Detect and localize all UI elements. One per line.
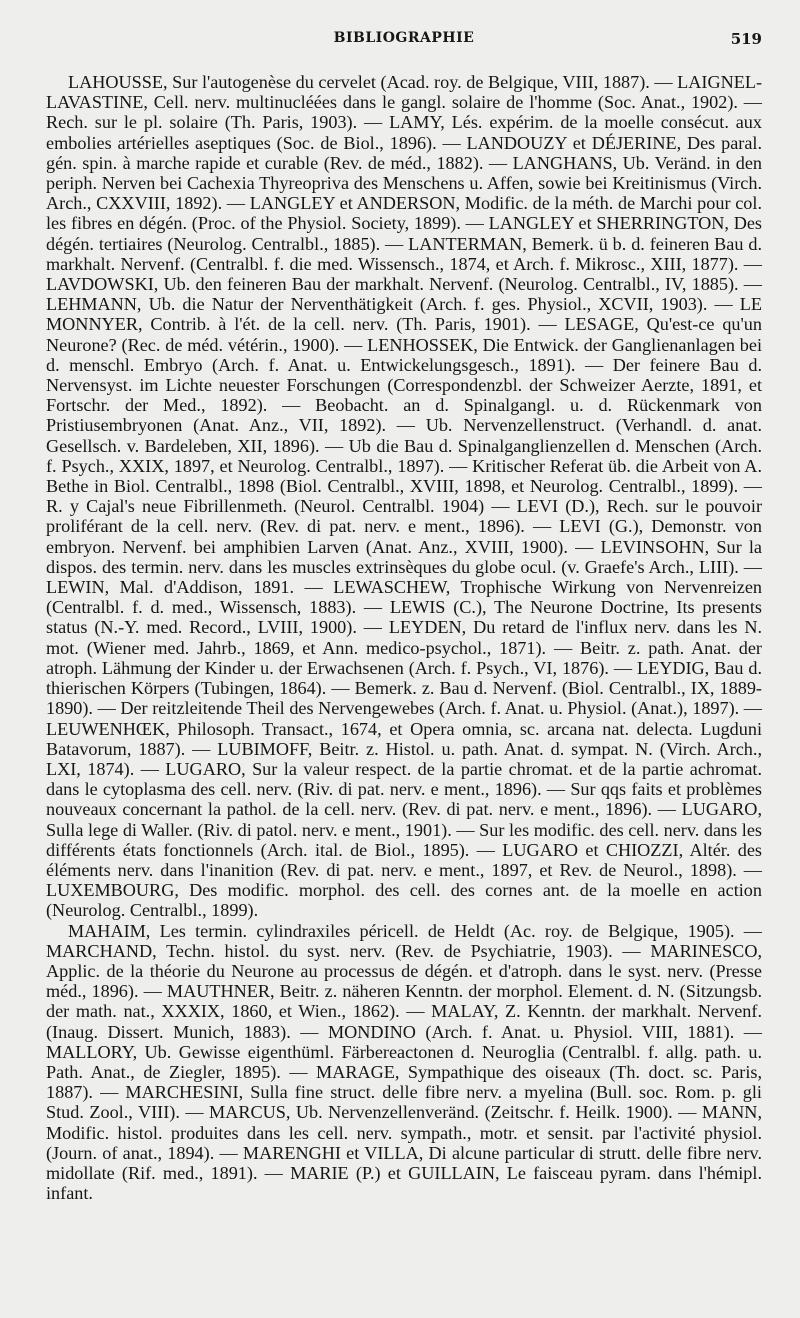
page-number: 519 (730, 30, 762, 48)
bibliography-paragraph-m: MAHAIM, Les termin. cylindraxiles péricell. de Heldt (Ac. roy. de Belgique, 1905). — MARCHAND, Techn. histol. du syst. nerv. (Rev. de Psychiatrie, 1903). — MARINESCO, Applic. de la théorie du Neurone au processus de dégén. et d'atroph. dans le syst. nerv. (Presse méd., 1896). — MAUTHNER, Beitr. z. näheren Kenntn. der morphol. Element. d. N. (Sitzungsb. der math. nat., XXXIX, 1860, et Wien., 1862). — MALAY, Z. Kenntn. der markhalt. Nervenf. (Inaug. Dissert. Munich, 1883). — MONDINO (Arch. f. Anat. u. Physiol. VIII, 1881). — MALLORY, Ub. Gewisse eigenthüml. Färbereactonen d. Neuroglia (Centralbl. f. allg. path. u. Path. Anat., de Ziegler, 1895). — MARAGE, Sympathique des oiseaux (Th. doct. sc. Paris, 1887). — MARCHESINI, Sulla fine struct. delle fibre nerv. a myelina (Bull. soc. Rom. p. gli Stud. Zool., VIII). — MARCUS, Ub. Nervenzellenveränd. (Zeitschr. f. Heilk. 1900). — MANN, Modific. histol. produites dans les cell. nerv. sympath., motr. et sensit. par l'activité physiol. (Journ. of anat., 1894). — MARENGHI et VILLA, Di alcune particular di strutt. delle fibre nerv. midollate (Rif. med., 1891). — MARIE (P.) et GUILLAIN, Le faisceau pyram. dans l'hémipl. infant. (46, 920, 762, 1204)
page-title: BIBLIOGRAPHIE (333, 30, 475, 46)
bibliography-paragraph-l: LAHOUSSE, Sur l'autogenèse du cervelet (Acad. roy. de Belgique, VIII, 1887). — LAIGNEL-LAVASTINE, Cell. nerv. multinucléées dans le gangl. solaire de l'homme (Soc. Anat., 1902). — Rech. sur le pl. solaire (Th. Paris, 1903). — LAMY, Lés. expérim. de la moelle consécut. aux embolies artérielles aseptiques (Soc. de Biol., 1896). — LANDOUZY et DÉJERINE, Des paral. gén. spin. à marche rapide et curable (Rev. de méd., 1882). — LANGHANS, Ub. Veränd. in den periph. Nerven bei Cachexia Thyreopriva des Menschens u. Affen, sowie bei Kreitinismus (Virch. Arch., CXXVIII, 1892). — LANGLEY et ANDERSON, Modific. de la méth. de Marchi pour col. les fibres en dégén. (Proc. of the Physiol. Society, 1899). — LANGLEY et SHERRINGTON, Des dégén. tertiaires (Neurolog. Centralbl., 1885). — LANTERMAN, Bemerk. ü b. d. feineren Bau d. markhalt. Nervenf. (Centralbl. f. die med. Wissensch., 1874, et Arch. f. Mikrosc., XIII, 1877). — LAVDOWSKI, Ub. den feineren Bau der markhalt. Nervenf. (Neurolog. Centralbl., IV, 1885). — LEHMANN, Ub. die Natur der Nerventhätigkeit (Arch. f. ges. Physiol., XCVII, 1903). — LE MONNYER, Contrib. à l'ét. de la cell. nerv. (Th. Paris, 1901). — LESAGE, Qu'est-ce qu'un Neurone? (Rec. de méd. vétérin., 1900). — LENHOSSEK, Die Entwick. der Ganglienanlagen bei d. menschl. Embryo (Arch. f. Anat. u. Entwickelungsgesch., 1891). — Der feinere Bau d. Nervensyst. im Lichte neuester Forschungen (Correspondenzbl. der Schweizer Aerzte, 1891, et Fortschr. der Med., 1892). — Beobacht. an d. Spinalgangl. u. d. Rückenmark von Pristiusembryonen (Anat. Anz., VII, 1892). — Ub. Nervenzellenstruct. (Verhandl. d. anat. Gesellsch. v. Bardeleben, XII, 1896). — Ub die Bau d. Spinalganglienzellen d. Menschen (Arch. f. Psych., XXIX, 1897, et Neurolog. Centralbl., 1897). — Kritischer Referat üb. die Arbeit von A. Bethe in Biol. Centralbl., 1898 (Biol. Centralbl., XVIII, 1898, et Neurolog. Centralbl., 1899). — R. y Cajal's neue Fibrillenmeth. (Neurol. Centralbl. 1904) — LEVI (D.), Rech. sur le pouvoir proliférant de la cell. nerv. (Rev. di pat. nerv. e ment., 1896). — LEVI (G.), Demonstr. von embryon. Nervenf. bei amphibien Larven (Anat. Anz., XVIII, 1900). — LEVINSOHN, Sur la dispos. des termin. nerv. dans les muscles extrinsèques du globe ocul. (v. Graefe's Arch., LIII). — LEWIN, Mal. d'Addison, 1891. — LEWASCHEW, Trophische Wirkung von Nervenreizen (Centralbl. f. d. med., Wissensch, 1883). — LEWIS (C.), The Neurone Doctrine, Its presents status (N.-Y. med. Record., LVIII, 1900). — LEYDEN, Du retard de l'influx nerv. dans les N. mot. (Wiener med. Jahrb., 1869, et Ann. medico-psychol., 1871). — Beitr. z. path. Anat. der atroph. Lähmung der Kinder u. der Erwachsenen (Arch. f. Psych., VI, 1876). — LEYDIG, Bau d. thierischen Körpers (Tubingen, 1864). — Bemerk. z. Bau d. Nervenf. (Biol. Centralbl., IX, 1889-1890). — Der reitzleitende Theil des Nervengewebes (Arch. f. Anat. u. Physiol. (Anat.), 1897). — LEUWENHŒK, Philosoph. Transact., 1674, et Opera omnia, sc. arcana nat. delecta. Lugduni Batavorum, 1887). — LUBIMOFF, Beitr. z. Histol. u. path. Anat. d. sympat. N. (Virch. Arch., LXI, 1874). — LUGARO, Sur la valeur respect. de la partie chromat. et de la partie achromat. dans le cytoplasma des cell. nerv. (Riv. di pat. nerv. e ment., 1896). — Sur qqs faits et problèmes nouveaux concernant la pathol. de la cell. nerv. (Rev. di pat. nerv. e ment., 1896). — LUGARO, Sulla lege di Waller. (Riv. di patol. nerv. e ment., 1901). — Sur les modific. des cell. nerv. dans les différents états fonctionnels (Arch. ital. de Biol., 1895). — LUGARO et CHIOZZI, Altér. des éléments nerv. dans l'inanition (Rev. di pat. nerv. e ment., 1897, et Rev. de Neurol., 1898). — LUXEMBOURG, Des modific. morphol. des cell. des cornes ant. de la moelle en action (Neurolog. Centralbl., 1899). (46, 72, 762, 921)
running-head (46, 30, 762, 56)
bibliography-text (46, 72, 762, 1203)
